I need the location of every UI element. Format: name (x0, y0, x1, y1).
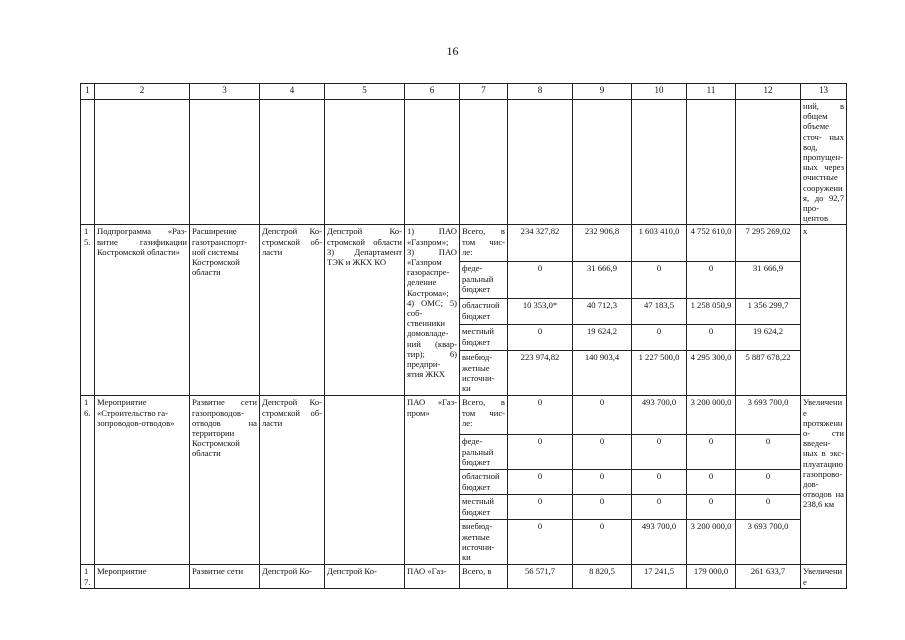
funding-source: феде- ральный бюджет (460, 262, 508, 299)
partners-cell: ПАО «Газ- (405, 565, 460, 588)
result-cell: Увеличение протяженно- сти введен- ных в экс- плуатацию газопрово- дов-отводов на 238,6 км (801, 396, 847, 565)
value-cell: 0 (687, 435, 736, 470)
row-number: 17. (81, 565, 95, 588)
header-cell: 3 (190, 84, 260, 100)
value-cell: 0 (632, 470, 687, 495)
value-cell: 0 (573, 495, 632, 520)
header-cell: 8 (508, 84, 573, 100)
funding-source: Всего, в том чис- ле: (460, 225, 508, 262)
value-cell: 3 693 700,0 (736, 396, 801, 435)
header-cell: 10 (632, 84, 687, 100)
funding-source: Всего, в том чис- ле: (460, 396, 508, 435)
value-cell: 232 906,8 (573, 225, 632, 262)
value-cell: 0 (573, 396, 632, 435)
goal-cell: Развитие сети (190, 565, 260, 588)
value-cell: 0 (508, 325, 573, 351)
value-cell: 0 (508, 520, 573, 565)
value-cell: 4 752 610,0 (687, 225, 736, 262)
row-number: 15. (81, 225, 95, 396)
value-cell: 223 974,82 (508, 351, 573, 396)
page-number: 16 (446, 44, 459, 58)
program-table (80, 83, 847, 589)
value-cell: 31 666,9 (736, 262, 801, 299)
partners-cell: 1) ПАО «Газпром»; 3) ПАО «Газпром газораспре- деление Кострома»; 4) ОМС; 5) соб- ственники домовладе- ний (квар- тир); 6) предпри- ятия ЖКХ (405, 225, 460, 396)
result-cell: x (801, 225, 847, 396)
value-cell: 1 227 500,0 (632, 351, 687, 396)
value-cell: 140 903,4 (573, 351, 632, 396)
value-cell: 0 (573, 435, 632, 470)
value-cell: 0 (632, 325, 687, 351)
value-cell: 0 (687, 262, 736, 299)
program-name: Мероприятие (95, 565, 190, 588)
value-cell: 0 (736, 470, 801, 495)
header-cell: 6 (405, 84, 460, 100)
value-cell: 0 (687, 470, 736, 495)
value-cell: 0 (508, 262, 573, 299)
header-cell: 7 (460, 84, 508, 100)
value-cell: 0 (508, 495, 573, 520)
co-executor-cell (325, 396, 405, 565)
program-name: Подпрограмма «Раз- витие газификации Костромской области» (95, 225, 190, 396)
funding-source: областной бюджет (460, 299, 508, 325)
header-cell: 5 (325, 84, 405, 100)
value-cell: 1 258 050,9 (687, 299, 736, 325)
funding-source: местный бюджет (460, 495, 508, 520)
value-cell: 261 633,7 (736, 565, 801, 588)
header-cell: 13 (801, 84, 847, 100)
value-cell: 40 712,3 (573, 299, 632, 325)
header-cell: 1 (81, 84, 95, 100)
value-cell: 47 183,5 (632, 299, 687, 325)
header-cell: 9 (573, 84, 632, 100)
value-cell: 3 200 000,0 (687, 520, 736, 565)
value-cell: 0 (573, 520, 632, 565)
funding-source: областной бюджет (460, 470, 508, 495)
value-cell: 0 (632, 435, 687, 470)
goal-cell: Развитие сети газопроводов- отводов на территории Костромской области (190, 396, 260, 565)
value-cell: 0 (508, 396, 573, 435)
row-number: 16. (81, 396, 95, 565)
funding-source: Всего, в (460, 565, 508, 588)
value-cell: 7 295 269,02 (736, 225, 801, 262)
value-cell: 19 624,2 (736, 325, 801, 351)
value-cell: 0 (632, 495, 687, 520)
result-cell: Увеличение (801, 565, 847, 588)
table-row (81, 565, 847, 588)
partners-cell: ПАО «Газ- пром» (405, 396, 460, 565)
value-cell: 1 603 410,0 (632, 225, 687, 262)
value-cell: 0 (736, 435, 801, 470)
co-executor-cell: Депстрой Ко- (325, 565, 405, 588)
value-cell: 0 (736, 495, 801, 520)
value-cell: 0 (687, 325, 736, 351)
value-cell: 0 (508, 470, 573, 495)
table-row (81, 396, 847, 435)
funding-source: феде- ральный бюджет (460, 435, 508, 470)
result-cell: ний, в общем объеме сточ- ных вод, пропущен- ных через очистные сооружения, до 92,7 про- центов (801, 100, 847, 225)
header-cell: 4 (260, 84, 325, 100)
value-cell: 31 666,9 (573, 262, 632, 299)
value-cell: 179 000,0 (687, 565, 736, 588)
value-cell: 493 700,0 (632, 396, 687, 435)
value-cell: 0 (508, 435, 573, 470)
value-cell: 8 820,5 (573, 565, 632, 588)
header-cell: 11 (687, 84, 736, 100)
co-executor-cell: Депстрой Ко- стромской области 3) Департамент ТЭК и ЖКХ КО (325, 225, 405, 396)
value-cell: 3 200 000,0 (687, 396, 736, 435)
value-cell: 56 571,7 (508, 565, 573, 588)
funding-source: внебюд- жетные источни- ки (460, 520, 508, 565)
continuation-row (81, 100, 847, 225)
value-cell: 10 353,0* (508, 299, 573, 325)
program-name: Мероприятие «Строительство га- зопроводов-отводов» (95, 396, 190, 565)
header-cell: 2 (95, 84, 190, 100)
value-cell: 5 887 678,22 (736, 351, 801, 396)
value-cell: 0 (687, 495, 736, 520)
value-cell: 17 241,5 (632, 565, 687, 588)
value-cell: 3 693 700,0 (736, 520, 801, 565)
responsible-cell: Депстрой Ко- (260, 565, 325, 588)
value-cell: 4 295 300,0 (687, 351, 736, 396)
goal-cell: Расширение газотранспорт- ной системы Костромской области (190, 225, 260, 396)
responsible-cell: Депстрой Ко- стромской об- ласти (260, 225, 325, 396)
funding-source: внебюд- жетные источни- ки (460, 351, 508, 396)
value-cell: 493 700,0 (632, 520, 687, 565)
table-row (81, 225, 847, 262)
value-cell: 1 356 299,7 (736, 299, 801, 325)
value-cell: 0 (573, 470, 632, 495)
value-cell: 0 (632, 262, 687, 299)
header-cell: 12 (736, 84, 801, 100)
header-row (81, 84, 847, 100)
funding-source: местный бюджет (460, 325, 508, 351)
value-cell: 234 327,82 (508, 225, 573, 262)
value-cell: 19 624,2 (573, 325, 632, 351)
responsible-cell: Депстрой Ко- стромской об- ласти (260, 396, 325, 565)
